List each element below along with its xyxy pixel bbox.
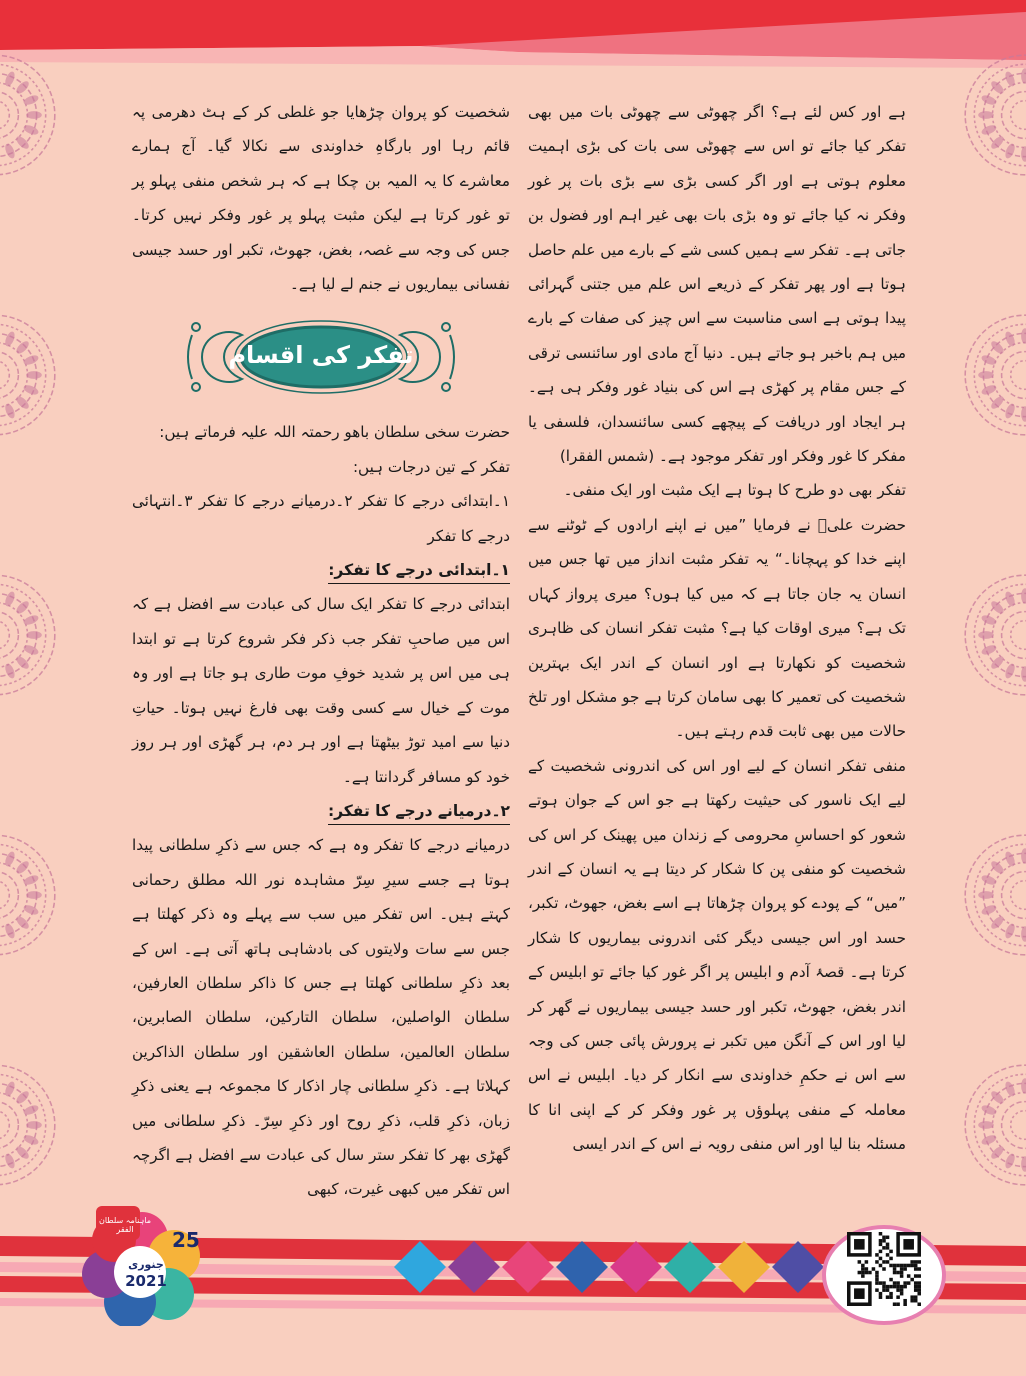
- subheading-level-1: [132, 553, 510, 587]
- diamond-shape: [772, 1241, 824, 1293]
- mandala-ornament-icon: [0, 830, 60, 960]
- diamond-shape: [502, 1241, 554, 1293]
- paragraph-continuation: شخصیت کو پروان چڑھایا جو غلطی کر کے ہٹ دھرمی پہ قائم رہا اور بارگاہِ خداوندی سے نکالا گیا۔ آج ہمارے معاشرے کا یہ المیہ بن چکا ہے کہ ہر شخص منفی پہلو پر تو غور کرتا ہے لیکن مثبت پہلو پر غور وفکر نہیں کرتا۔ جس کی وجہ سے غصہ، بغض، جھوٹ، تکبر اور حسد جیسی نفسانی بیماریوں نے جنم لے لیا ہے۔: [132, 103, 510, 294]
- issue-month: جنوری: [128, 1258, 164, 1271]
- section-banner: [132, 305, 510, 409]
- mandala-ornament-icon: [0, 1060, 60, 1190]
- mandala-ornament-icon: [960, 830, 1026, 960]
- mandala-ornament-icon: [0, 570, 60, 700]
- subheading-level-2-text: ۲۔درمیانے درجے کا تفکر:: [328, 798, 510, 825]
- mandala-ornament-icon: [960, 310, 1026, 440]
- right-text-column: [528, 95, 906, 1162]
- qr-code-icon[interactable]: [847, 1232, 921, 1306]
- paragraph-tafakkur-importance: ہے اور کس لئے ہے؟ اگر چھوٹی سے چھوٹی بات میں بھی تفکر کیا جائے تو اس سے چھوٹی سی بات کی بڑی اہمیت معلوم ہوتی ہے اور اگر کسی بڑی سے بڑی بات پر غور وفکر نہ کیا جائے تو وہ بڑی بات بھی غیر اہم اور فضول بن جاتی ہے۔ تفکر سے ہمیں کسی شے کے بارے میں علم حاصل ہوتا ہے اور پھر تفکر کے ذریعے اس علم میں جتنی گہرائی پیدا ہوتی ہے اسی مناسبت سے اس چیز کی صفات کے بارے میں ہم باخبر ہو جاتے ہیں۔ دنیا آج مادی اور سائنسی ترقی کے جس مقام پر کھڑی ہے اس کی بنیاد غور وفکر ہی ہے۔ ہر ایجاد اور دریافت کے پیچھے کسی سائنسدان، فلسفی یا مفکر کا غور وفکر اور تفکر موجود ہے۔ (شمس الفقرا): [528, 103, 906, 466]
- page-number: 25: [172, 1228, 200, 1252]
- logo-brand-text: ماہنامہ سلطان الفقر: [98, 1216, 151, 1234]
- top-decorative-band: [0, 0, 1026, 90]
- subheading-level-1-text: ۱۔ابتدائی درجے کا تفکر:: [328, 557, 510, 584]
- quote-attribution: حضرت سخی سلطان باھو رحمتہ اللہ علیہ فرماتے ہیں:: [159, 423, 510, 442]
- diamond-shape: [610, 1241, 662, 1293]
- section-title: تفکر کی اقسام: [228, 341, 414, 370]
- issue-year: 2021: [125, 1272, 167, 1290]
- mandala-ornament-icon: [960, 570, 1026, 700]
- mandala-ornament-icon: [0, 310, 60, 440]
- left-text-column: [132, 95, 510, 1207]
- diamond-shape: [718, 1241, 770, 1293]
- mandala-ornament-icon: [960, 1060, 1026, 1190]
- diamond-strip: [392, 1238, 832, 1296]
- paragraph-two-types: تفکر بھی دو طرح کا ہوتا ہے ایک مثبت اور ایک منفی۔: [563, 481, 906, 500]
- paragraph-level-1: ابتدائی درجے کا تفکر ایک سال کی عبادت سے افضل ہے کہ اس میں صاحبِ تفکر جب ذکر فکر شروع کرتا ہے تو ابتدا ہی میں اس پر شدید خوفِ موت طاری ہو جاتا ہے اور وہ موت کے خیال سے کسی وقت بھی فارغ نہیں ہوتا۔ حیاتِ دنیا سے امید توڑ بیٹھتا ہے اور ہر دم، ہر گھڑی اور ہر روز خود کو مسافر گردانتا ہے۔: [132, 595, 510, 786]
- mandala-ornament-icon: [960, 50, 1026, 180]
- subheading-level-2: [132, 794, 510, 828]
- levels-intro: تفکر کے تین درجات ہیں:: [352, 457, 510, 476]
- diamond-shape: [448, 1241, 500, 1293]
- paragraph-level-2: درمیانے درجے کا تفکر وہ ہے کہ جس سے ذکرِ سلطانی پیدا ہوتا ہے جسے سیرِ سِرّ مشاہدہ نور اللہ مطلق رحمانی کہتے ہیں۔ اس تفکر میں سب سے پہلے وہ ذکر کھلتا ہے جس سے سات ولایتوں کی بادشاہی ہاتھ آتی ہے۔ اس کے بعد ذکرِ سلطانی کھلتا ہے جس کا ذاکر سلطان العارفین، سلطان الواصلین، سلطان التارکین، سلطان الصابرین، سلطان العالمین، سلطان العاشقین اور سلطان الذاکرین کہلاتا ہے۔ ذکرِ سلطانی چار اذکار کا مجموعہ ہے یعنی ذکرِ زبان، ذکرِ قلب، ذکرِ روح اور ذکرِ سِرّ۔ ذکرِ سلطانی میں گھڑی بھر کا تفکر ستر سال کی عبادت سے افضل ہے اگرچہ اس تفکر میں کبھی غیرت، کبھی: [132, 836, 510, 1199]
- diamond-shape: [556, 1241, 608, 1293]
- paragraph-hazrat-ali-quote: حضرت علیؓ نے فرمایا ”میں نے اپنے ارادوں کے ٹوٹنے سے اپنے خدا کو پہچانا۔“ یہ تفکر مثبت انداز میں تھا جس میں انسان یہ جان جاتا ہے کہ میں کیا ہوں؟ میری پرواز کہاں تک ہے؟ میری اوقات کیا ہے؟ مثبت تفکر انسان کی ظاہری شخصیت کو نکھارتا ہے اور انسان کے اندر ایک بہترین شخصیت کی تعمیر کا بھی سامان کرتا ہے جو مشکل اور تلخ حالات میں بھی ثابت قدم رہتے ہیں۔: [528, 515, 906, 741]
- mandala-ornament-icon: [0, 50, 60, 180]
- diamond-shape: [394, 1241, 446, 1293]
- paragraph-negative-tafakkur: منفی تفکر انسان کے لیے اور اس کی اندرونی شخصیت کے لیے ایک ناسور کی حیثیت رکھتا ہے جو اس کے جوان ہوتے شعور کو احساسِ محرومی کے زندان میں پھینک کر اس کی شخصیت کو منفی پن کا شکار کر دیتا ہے یہ انسان کے اندر ”میں“ کے پودے کو پروان چڑھاتا ہے اسے بغض، جھوٹ، تکبر، حسد اور اس جیسی دیگر کئی اندرونی بیماریوں کا شکار کرتا ہے۔ قصۂ آدم و ابلیس پر اگر غور کیا جائے تو ابلیس کے اندر بغض، جھوٹ، تکبر اور حسد جیسی بیماریوں نے گھر کر لیا اور اس کے آنگن میں تکبر نے پرورش پائی جس کی وجہ سے اس نے حکمِ خداوندی سے انکار کر دیا۔ ابلیس نے اس معاملہ کے منفی پہلوؤں پر غور وفکر کر کے اپنی انا کا مسئلہ بنا لیا اور اس منفی رویہ نے اس کے اندر ایسی: [528, 756, 906, 1154]
- diamond-shape: [664, 1241, 716, 1293]
- levels-list: ۱۔ابتدائی درجے کا تفکر ۲۔درمیانے درجے کا تفکر ۳۔انتہائی درجے کا تفکر: [132, 492, 510, 545]
